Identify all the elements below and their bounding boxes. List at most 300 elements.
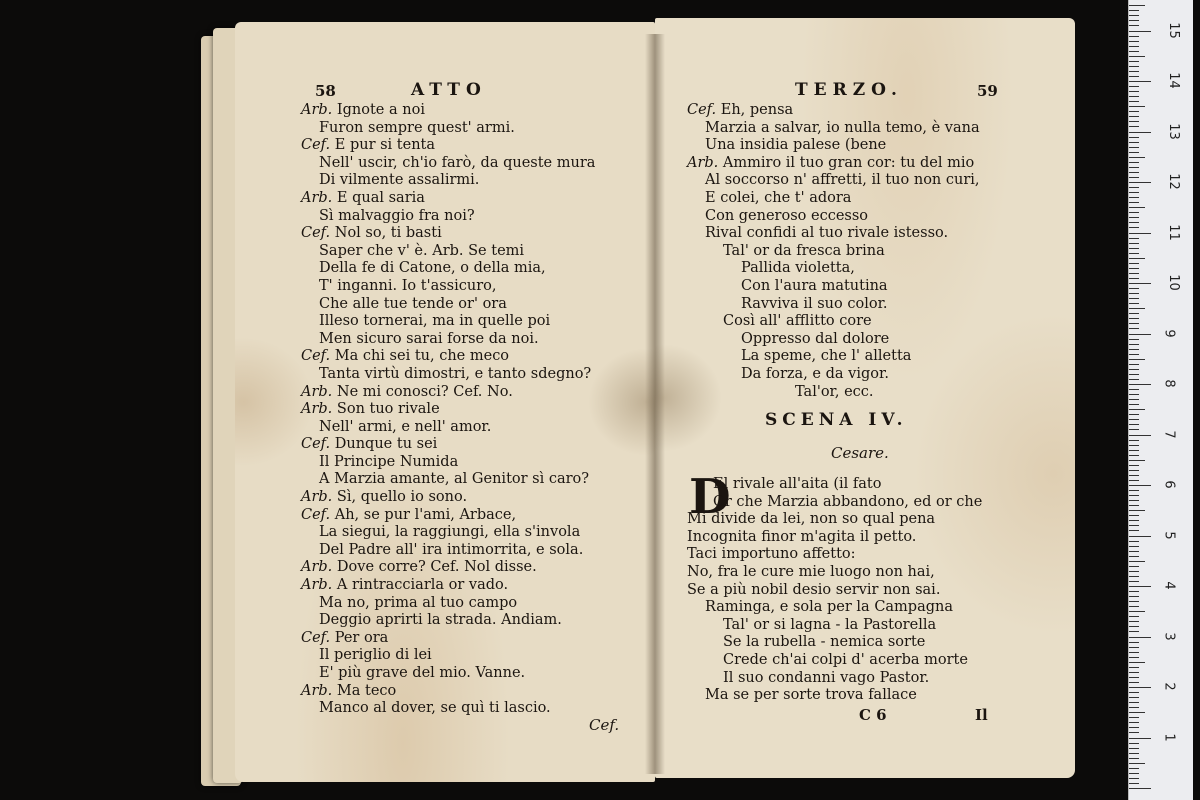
ruler-tick [1129, 389, 1139, 390]
text-line [301, 331, 595, 349]
line-text: Ammiro il tuo gran cor: tu del mio [722, 154, 975, 171]
ruler-tick [1129, 328, 1139, 329]
line-text: Manco al dover, se quì ti lascio. [319, 700, 551, 717]
ruler-tick [1129, 732, 1139, 733]
ruler-tick [1129, 626, 1139, 627]
speaker-label: Arb. [301, 383, 337, 400]
ruler-tick [1129, 445, 1139, 446]
ruler-tick [1129, 455, 1139, 456]
text-line [687, 102, 980, 120]
text-line [687, 172, 980, 190]
speaker-label: Arb. [301, 577, 337, 594]
ruler-tick [1129, 66, 1139, 67]
left-page-number: 58 [315, 82, 336, 100]
text-line [687, 582, 982, 600]
ruler-tick [1129, 344, 1139, 345]
ruler-tick [1129, 162, 1139, 163]
ruler-tick [1129, 692, 1139, 693]
text-line [687, 331, 980, 349]
ruler-tick [1129, 111, 1139, 112]
ruler-tick [1129, 758, 1139, 759]
ruler-number: 14 [1165, 72, 1181, 89]
ruler-tick [1129, 278, 1139, 279]
line-text: Mi divide da lei, non so qual pena [687, 511, 936, 528]
left-running-head: ATTO [411, 80, 487, 100]
ruler-tick [1129, 354, 1139, 355]
ruler-tick [1129, 642, 1139, 643]
text-line [687, 634, 982, 652]
speaker-label: Cef. [687, 102, 721, 118]
ruler-tick [1129, 404, 1139, 405]
ruler-tick [1129, 763, 1145, 764]
line-text: Da forza, e da vigor. [741, 365, 889, 382]
line-text: E pur si tenta [334, 137, 436, 154]
text-line [687, 296, 980, 314]
ruler-tick [1129, 576, 1139, 577]
text-line [301, 419, 595, 437]
ruler-tick [1129, 207, 1145, 208]
line-text: No, fra le cure mie luogo non hai, [687, 563, 935, 580]
ruler-tick [1129, 596, 1139, 597]
line-text: Di vilmente assalirmi. [319, 172, 480, 189]
ruler-tick [1129, 419, 1139, 420]
text-line [301, 190, 595, 208]
text-line [301, 507, 595, 525]
ruler-tick [1129, 637, 1151, 638]
text-line [687, 243, 980, 261]
line-text: E colei, che t' adora [705, 189, 852, 206]
ruler-tick [1129, 172, 1139, 173]
line-text: La speme, che l' alletta [741, 348, 912, 365]
line-text: A rintracciarla or vado. [336, 577, 509, 594]
ruler-tick [1129, 470, 1139, 471]
line-text: Che alle tue tende or' ora [319, 295, 507, 312]
ruler-tick [1129, 243, 1139, 244]
line-text: La siegui, la raggiungi, ella s'invola [319, 524, 581, 541]
ruler-tick [1129, 323, 1139, 324]
line-text: Oppresso dal dolore [741, 330, 890, 347]
ruler-tick [1129, 379, 1139, 380]
text-line [301, 524, 595, 542]
ruler-tick [1129, 106, 1145, 107]
ruler-number: 11 [1165, 223, 1181, 241]
speaker-label: Cef. [301, 348, 335, 365]
line-text: Al soccorso n' affretti, il tuo non curi, [705, 172, 980, 189]
line-text: Son tuo rivale [336, 401, 440, 418]
text-line [713, 494, 982, 512]
line-text: Con generoso eccesso [705, 207, 869, 224]
ruler-tick [1129, 157, 1145, 158]
line-text: Per ora [334, 629, 389, 646]
ruler-tick [1129, 783, 1139, 784]
ruler-tick [1129, 233, 1151, 234]
speaker-label: Arb. [301, 489, 337, 506]
text-line [301, 120, 595, 138]
ruler-tick [1129, 682, 1139, 683]
text-line [687, 348, 980, 366]
line-text: Illeso tornerai, ma in quelle poi [319, 313, 551, 330]
ruler-tick [1129, 536, 1151, 537]
text-line [301, 208, 595, 226]
text-line [687, 511, 982, 529]
right-catchword: Il [975, 706, 988, 724]
line-text: Ravviva il suo color. [741, 295, 888, 312]
speaker-label: Cef. [301, 506, 335, 523]
ruler-number: 10 [1165, 274, 1181, 291]
ruler-tick [1129, 667, 1139, 668]
speaker-label: Arb. [301, 102, 337, 118]
text-line [301, 454, 595, 472]
line-text: Marzia a salvar, io nulla temo, è vana [705, 119, 980, 136]
ruler-tick [1129, 222, 1139, 223]
ruler-number: 5 [1161, 530, 1177, 540]
ruler-tick [1129, 192, 1139, 193]
text-line [687, 313, 980, 331]
ruler-tick [1129, 41, 1139, 42]
text-line [301, 542, 595, 560]
text-line [687, 564, 982, 582]
ruler-tick [1129, 702, 1139, 703]
line-text: Raminga, e sola per la Campagna [705, 599, 953, 616]
line-text: Incognita finor m'agita il petto. [687, 528, 917, 545]
right-page [655, 18, 1075, 778]
ruler-tick [1129, 121, 1139, 122]
ruler-tick [1129, 490, 1139, 491]
line-text: E qual saria [336, 189, 425, 206]
ruler-number: 7 [1161, 429, 1177, 439]
ruler-tick [1129, 76, 1139, 77]
ruler-tick [1129, 20, 1139, 21]
ruler-tick [1129, 753, 1139, 754]
text-line [301, 401, 595, 419]
scene-title: SCENA IV. [765, 410, 908, 430]
ruler-tick [1129, 727, 1139, 728]
text-line [301, 700, 595, 718]
ruler-tick [1129, 238, 1139, 239]
line-text: Ma chi sei tu, che meco [334, 348, 510, 365]
ruler-tick [1129, 495, 1139, 496]
line-text: E' più grave del mio. Vanne. [319, 665, 526, 681]
text-line [301, 313, 595, 331]
line-text: Il periglio di lei [319, 647, 432, 664]
line-text: Ma no, prima al tuo campo [319, 594, 518, 611]
text-line [687, 366, 980, 384]
line-text: Tanta virtù dimostri, e tanto sdegno? [319, 365, 592, 382]
ruler-tick [1129, 91, 1139, 92]
line-text: Se la rubella - nemica sorte [723, 634, 926, 651]
text-line [301, 384, 595, 402]
ruler-tick [1129, 647, 1139, 648]
line-text: Sì malvaggio fra noi? [319, 207, 475, 224]
ruler-tick [1129, 652, 1139, 653]
line-text: Saper che v' è. Arb. Se temi [319, 242, 525, 259]
speaker-label: Arb. [301, 189, 337, 206]
ruler-tick [1129, 485, 1151, 486]
ruler-tick [1129, 116, 1139, 117]
speaker-label: Arb. [687, 154, 723, 171]
ruler-tick [1129, 429, 1139, 430]
ruler-tick [1129, 374, 1139, 375]
ruler-number: 12 [1165, 173, 1181, 190]
text-line [687, 260, 980, 278]
ruler-tick [1129, 606, 1139, 607]
ruler-tick [1129, 672, 1139, 673]
ruler-tick [1129, 697, 1139, 698]
ruler-tick [1129, 71, 1139, 72]
text-line [301, 102, 595, 120]
ruler-tick [1129, 318, 1139, 319]
ruler-tick [1129, 46, 1139, 47]
ruler-number: 9 [1161, 328, 1177, 338]
ruler-tick [1129, 586, 1151, 587]
ruler-tick [1129, 212, 1139, 213]
ruler-tick [1129, 510, 1145, 511]
ruler-tick [1129, 601, 1139, 602]
line-text: Nell' armi, e nell' amor. [319, 418, 492, 435]
ruler-tick [1129, 86, 1139, 87]
ruler-tick [1129, 10, 1139, 11]
speaker-label: Cef. [301, 225, 335, 242]
ruler-tick [1129, 707, 1139, 708]
line-text: Furon sempre quest' armi. [319, 119, 515, 136]
ruler-number: 2 [1161, 682, 1177, 691]
ruler-number: 8 [1161, 379, 1177, 388]
ruler-number: 3 [1161, 631, 1177, 641]
ruler-number: 6 [1161, 480, 1177, 489]
ruler-tick [1129, 142, 1139, 143]
text-line [687, 599, 982, 617]
ruler-tick [1129, 132, 1151, 133]
line-text: Così all' afflitto core [723, 313, 872, 330]
ruler-tick [1129, 520, 1139, 521]
ruler-tick [1129, 51, 1139, 52]
ruler-tick [1129, 36, 1139, 37]
ruler-tick [1129, 253, 1139, 254]
text-line [687, 384, 980, 402]
ruler-tick [1129, 581, 1139, 582]
text-line [687, 120, 980, 138]
line-text: Men sicuro sarai forse da noi. [319, 330, 539, 347]
line-text: Or che Marzia abbandono, ed or che [713, 493, 983, 510]
ruler-tick [1129, 137, 1139, 138]
line-text: Ignote a noi [336, 102, 425, 118]
text-line [687, 137, 980, 155]
left-page [235, 22, 655, 782]
ruler-tick [1129, 480, 1139, 481]
ruler-tick [1129, 743, 1139, 744]
ruler-tick [1129, 147, 1139, 148]
text-line [687, 670, 982, 688]
text-line [301, 683, 595, 701]
text-line [301, 278, 595, 296]
ruler-tick [1129, 505, 1139, 506]
text-line [301, 137, 595, 155]
line-text: Il suo condanni vago Pastor. [723, 669, 930, 686]
text-line [301, 348, 595, 366]
text-line [301, 225, 595, 243]
ruler-tick [1129, 5, 1145, 6]
ruler-tick [1129, 303, 1139, 304]
ruler-tick [1129, 530, 1139, 531]
ruler-tick [1129, 556, 1139, 557]
speaker-label: Arb. [301, 401, 337, 418]
ruler-tick [1129, 263, 1139, 264]
ruler-tick [1129, 364, 1139, 365]
ruler-tick [1129, 546, 1139, 547]
ruler-tick [1129, 61, 1139, 62]
ruler-tick [1129, 717, 1139, 718]
ruler-tick [1129, 283, 1151, 284]
ruler-tick [1129, 435, 1151, 436]
ruler-tick [1129, 339, 1139, 340]
ruler-tick [1129, 96, 1139, 97]
text-line [301, 172, 595, 190]
ruler-tick [1129, 25, 1139, 26]
ruler-tick [1129, 384, 1151, 385]
text-line [301, 436, 595, 454]
measuring-ruler [1128, 0, 1193, 800]
ruler-tick [1129, 197, 1139, 198]
right-running-head: TERZO. [795, 80, 903, 100]
ruler-number: 1 [1161, 732, 1177, 742]
line-text: Pallida violetta, [741, 260, 855, 277]
ruler-number: 13 [1165, 122, 1181, 140]
ruler-tick [1129, 662, 1145, 663]
ruler-tick [1129, 566, 1139, 567]
ruler-tick [1129, 722, 1139, 723]
text-line [687, 546, 982, 564]
line-text: Eh, pensa [720, 102, 794, 118]
text-line [301, 577, 595, 595]
text-line [687, 617, 982, 635]
ruler-tick [1129, 621, 1139, 622]
ruler-tick [1129, 187, 1139, 188]
ruler-tick [1129, 359, 1145, 360]
text-line [301, 489, 595, 507]
ruler-tick [1129, 551, 1139, 552]
text-line [301, 665, 595, 683]
ruler-tick [1129, 293, 1139, 294]
line-text: Nell' uscir, ch'io farò, da queste mura [319, 154, 596, 171]
ruler-tick [1129, 677, 1139, 678]
ruler-tick [1129, 687, 1151, 688]
text-line [687, 652, 982, 670]
text-line [713, 476, 982, 494]
signature-mark: C 6 [859, 706, 887, 724]
ruler-tick [1129, 126, 1139, 127]
ruler-tick [1129, 773, 1139, 774]
ruler-tick [1129, 56, 1145, 57]
ruler-tick [1129, 177, 1139, 178]
ruler-tick [1129, 288, 1139, 289]
text-line [301, 612, 595, 630]
right-page-number: 59 [977, 82, 998, 100]
text-line [687, 208, 980, 226]
line-text: Il Principe Numida [319, 453, 459, 470]
text-line [301, 366, 595, 384]
ruler-tick [1129, 15, 1139, 16]
text-line [301, 647, 595, 665]
ruler-tick [1129, 440, 1139, 441]
text-line [301, 630, 595, 648]
right-page-dialogue [687, 102, 980, 401]
line-text: Ah, se pur l'ami, Arbace, [334, 506, 517, 523]
ruler-tick [1129, 631, 1139, 632]
ruler-tick [1129, 334, 1151, 335]
ruler-tick [1129, 298, 1139, 299]
ruler-tick [1129, 768, 1139, 769]
line-text: Una insidia palese (bene [705, 137, 887, 154]
line-text: Ma se per sorte trova fallace [705, 687, 917, 704]
ruler-tick [1129, 399, 1139, 400]
speaker-label: Cef. [301, 436, 335, 453]
ruler-tick [1129, 182, 1151, 183]
speaker-label: Arb. [301, 559, 337, 576]
ruler-tick [1129, 248, 1139, 249]
open-book [183, 14, 1083, 784]
ruler-tick [1129, 409, 1145, 410]
text-line [687, 278, 980, 296]
ruler-tick [1129, 217, 1139, 218]
ruler-tick [1129, 273, 1139, 274]
ruler-tick [1129, 748, 1139, 749]
line-text: Della fe di Catone, o della mia, [319, 260, 546, 277]
line-text: Deggio aprirti la strada. Andiam. [319, 612, 562, 629]
book-gutter [645, 34, 665, 774]
ruler-tick [1129, 424, 1139, 425]
line-text: A Marzia amante, al Genitor sì caro? [319, 471, 590, 488]
text-line [301, 260, 595, 278]
line-text: Taci importuno affetto: [687, 546, 856, 563]
ruler-tick [1129, 101, 1139, 102]
ruler-tick [1129, 227, 1139, 228]
line-text: Crede ch'ai colpi d' acerba morte [723, 651, 968, 668]
text-line [301, 471, 595, 489]
ruler-tick [1129, 414, 1139, 415]
ruler-tick [1129, 31, 1151, 32]
text-line [687, 225, 980, 243]
ruler-tick [1129, 571, 1139, 572]
text-line [687, 155, 980, 173]
character-name: Cesare. [831, 444, 889, 462]
ruler-tick [1129, 541, 1139, 542]
ruler-tick [1129, 611, 1145, 612]
text-line [687, 529, 982, 547]
speaker-label: Cef. [301, 137, 335, 154]
line-text: Tal'or, ecc. [795, 383, 874, 400]
line-text: Ne mi conosci? Cef. No. [336, 383, 513, 400]
ruler-tick [1129, 152, 1139, 153]
ruler-number: 15 [1165, 21, 1181, 39]
line-text: Dunque tu sei [334, 436, 438, 453]
ruler-tick [1129, 591, 1139, 592]
drop-cap: D [689, 469, 731, 525]
ruler-tick [1129, 450, 1139, 451]
ruler-tick [1129, 167, 1139, 168]
line-text: Con l'aura matutina [741, 277, 888, 294]
line-text: Ma teco [336, 682, 397, 699]
ruler-number: 4 [1161, 581, 1177, 590]
text-line [301, 243, 595, 261]
line-text: Nol so, ti basti [334, 225, 442, 242]
left-page-text [301, 102, 595, 718]
text-line [687, 190, 980, 208]
ruler-tick [1129, 475, 1139, 476]
ruler-tick [1129, 460, 1145, 461]
ruler-tick [1129, 81, 1151, 82]
ruler-tick [1129, 202, 1139, 203]
ruler-tick [1129, 258, 1145, 259]
